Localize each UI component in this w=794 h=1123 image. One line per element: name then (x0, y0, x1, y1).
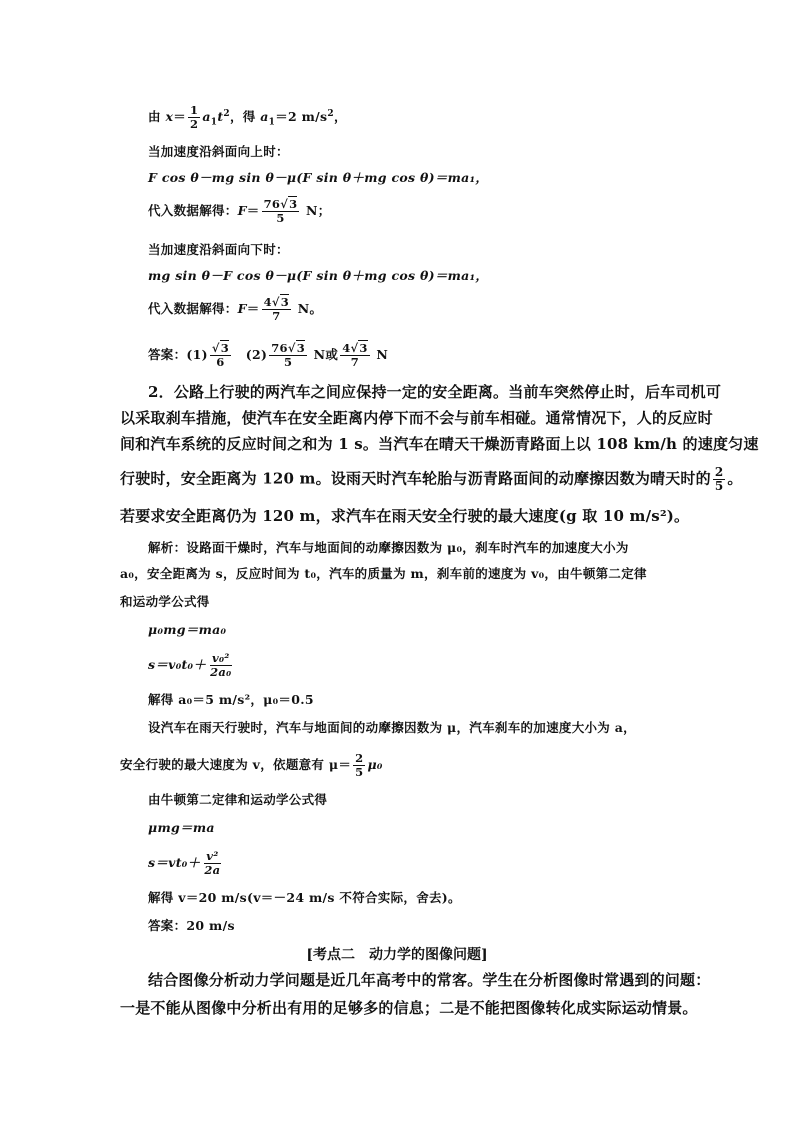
solution-line-1: 解析：设路面干燥时，汽车与地面间的动摩擦因数为 μ₀，刹车时汽车的加速度大小为 (148, 540, 629, 555)
result-force-down: 代入数据解得：F＝ $\frac{4√3}{7}$ N。 (148, 295, 323, 323)
problem-2-line-3: 间和汽车系统的反应时间之和为 1 s。当汽车在晴天干燥沥青路面上以 108 km/h 的速度匀速 (120, 435, 759, 453)
solution-line-2: a₀，安全距离为 s，反应时间为 t₀，汽车的质量为 m，刹车前的速度为 v₀，由牛顿第二定律 (120, 566, 647, 581)
problem-2-line-5: 若要求安全距离仍为 120 m，求汽车在雨天安全行驶的最大速度(g 取 10 m/s²)。 (120, 507, 690, 525)
result-force-up: 代入数据解得：F＝ $\frac{76√3}{5}$ N； (148, 197, 331, 225)
eq-distance-rain: s＝vt₀＋ $\frac{\text{v²}}{2a}$ (148, 849, 221, 877)
problem-2-line-1: 2．公路上行驶的两汽车之间应保持一定的安全距离。当前车突然停止时，后车司机可 (148, 383, 722, 401)
solution-line-rain-3: 由牛顿第二定律和运动学公式得 (148, 792, 328, 807)
eq-distance-dry: s＝v₀t₀＋ $\frac{\text{v₀²}}{\text{2a₀}}$ (148, 651, 232, 679)
eq-friction-dry: μ₀mg＝ma₀ (148, 622, 227, 637)
solution-line-rain-2: 安全行驶的最大速度为 v，依题意有 μ＝ $\frac{2}{5}$ μ₀ (120, 751, 383, 779)
solution-line-rain-1: 设汽车在雨天行驶时，汽车与地面间的动摩擦因数为 μ，汽车刹车的加速度大小为 a， (148, 720, 636, 735)
text-accel-down: 当加速度沿斜面向下时： (148, 242, 289, 257)
eq-force-down: mg sin θ－F cos θ－μ(F sin θ＋mg cos θ)＝ma₁， (148, 268, 489, 283)
fraction-one-half: $\frac{1}{2}$ (190, 103, 199, 131)
eq-friction-rain: μmg＝ma (148, 820, 215, 835)
section-body-line-2: 一是不能从图像中分析出有用的足够多的信息；二是不能把图像转化成实际运动情景。 (120, 999, 698, 1017)
result-rain: 解得 v＝20 m/s(v＝－24 m/s 不符合实际，舍去)。 (148, 890, 461, 905)
text-accel-up: 当加速度沿斜面向上时： (148, 144, 289, 159)
section-body-line-1: 结合图像分析动力学问题是近几年高考中的常客。学生在分析图像时常遇到的问题： (148, 971, 711, 989)
section-heading: [考点二 动力学的图像问题] (306, 947, 488, 963)
answer-problem-1: 答案：(1) $\frac{√3}{6}$ (2) $\frac{76√3}{5}$ N或 $\frac{4√3}{7}$ N (148, 341, 389, 369)
result-dry: 解得 a₀＝5 m/s²，μ₀＝0.5 (148, 692, 314, 707)
answer-problem-2: 答案：20 m/s (148, 918, 235, 933)
problem-2-line-4: 行驶时，安全距离为 120 m。设雨天时汽车轮胎与沥青路面间的动摩擦因数为晴天时的 $\frac{2}{5}$ 。 (120, 465, 743, 493)
solution-line-3: 和运动学公式得 (120, 594, 210, 609)
eq-force-up: F cos θ－mg sin θ－μ(F sin θ＋mg cos θ)＝ma₁， (148, 170, 489, 185)
problem-2-line-2: 以采取刹车措施，使汽车在安全距离内停下而不会与前车相碰。通常情况下，人的反应时 (120, 409, 713, 427)
eq-displacement: 由 x＝ $\frac{1}{2}$ $a_1t^2$，得 $a_1=2$ $m/s^2$， (148, 103, 347, 131)
